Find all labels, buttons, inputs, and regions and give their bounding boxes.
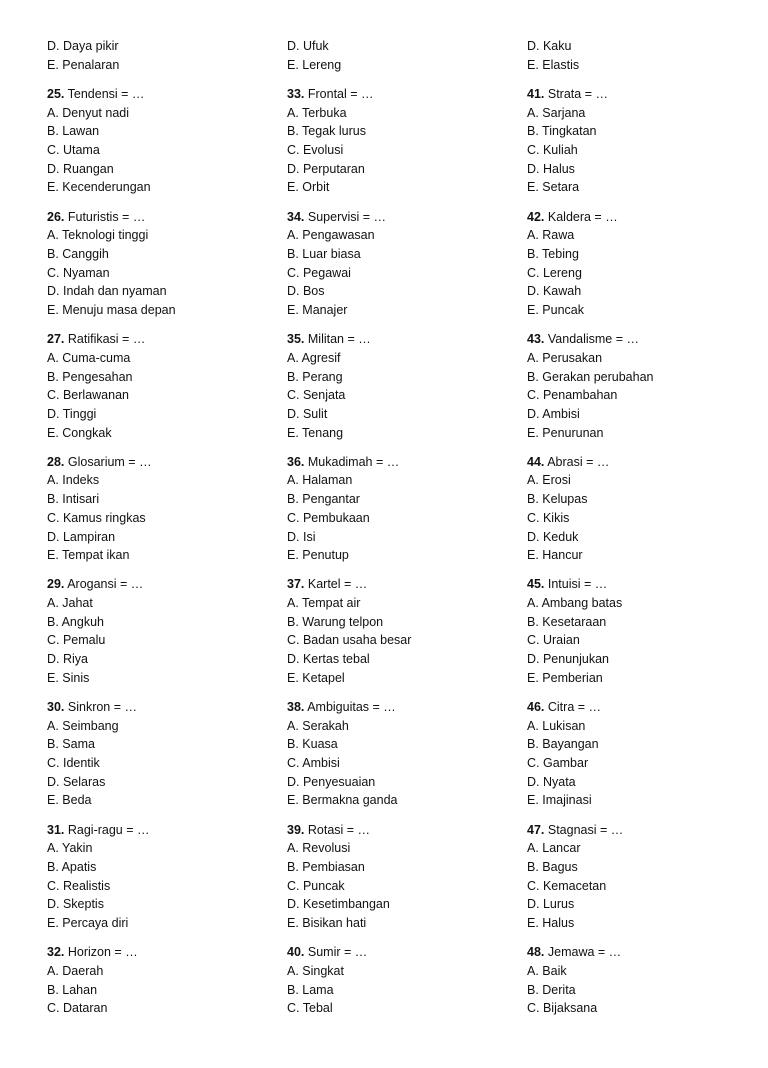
- answer-option: E. Sinis: [47, 670, 90, 685]
- answer-option: E. Lereng: [287, 57, 342, 72]
- answer-option: B. Tebing: [527, 246, 579, 261]
- continued-options-block: [527, 37, 757, 74]
- question-line: [47, 943, 277, 962]
- question-block: [47, 208, 277, 320]
- question-text: Mukadimah = …: [307, 454, 400, 469]
- answer-option: E. Congkak: [47, 425, 112, 440]
- answer-option: E. Penalaran: [47, 57, 120, 72]
- answer-option: D. Ruangan: [47, 161, 114, 176]
- question-number: 39.: [287, 822, 305, 837]
- answer-option: D. Selaras: [47, 774, 106, 789]
- answer-option: A. Baik: [527, 963, 567, 978]
- question-line: [287, 575, 517, 594]
- answer-option: C. Uraian: [527, 633, 580, 648]
- answer-option: B. Kuasa: [287, 737, 338, 752]
- question-number: 33.: [287, 86, 305, 101]
- answer-option: C. Pemalu: [47, 633, 106, 648]
- answer-option: C. Realistis: [47, 878, 111, 893]
- question-block: [47, 821, 277, 933]
- answer-option: E. Ketapel: [287, 670, 345, 685]
- question-text: Horizon = …: [67, 945, 138, 960]
- answer-option: E. Imajinasi: [527, 793, 592, 808]
- question-number: 36.: [287, 454, 305, 469]
- question-number: 27.: [47, 332, 65, 347]
- question-block: [527, 698, 757, 810]
- question-number: 45.: [527, 577, 545, 592]
- question-block: [47, 330, 277, 442]
- answer-option: A. Pengawasan: [287, 228, 375, 243]
- answer-option: C. Penambahan: [527, 388, 618, 403]
- answer-option: E. Halus: [527, 916, 575, 931]
- answer-option: D. Tinggi: [47, 406, 97, 421]
- question-number: 28.: [47, 454, 65, 469]
- answer-option: D. Penunjukan: [527, 652, 610, 667]
- answer-option: D. Lampiran: [47, 529, 116, 544]
- answer-option: C. Kikis: [527, 510, 570, 525]
- answer-option: E. Penutup: [287, 548, 349, 563]
- question-line: [527, 698, 757, 717]
- answer-option: E. Menuju masa depan: [47, 302, 176, 317]
- question-block: [47, 453, 277, 565]
- question-line: [287, 698, 517, 717]
- question-line: [287, 330, 517, 349]
- question-text: Sinkron = …: [67, 700, 138, 714]
- answer-option: A. Seimbang: [47, 718, 119, 733]
- question-line: [47, 575, 277, 594]
- answer-option: C. Identik: [47, 756, 100, 771]
- question-block: [287, 575, 517, 687]
- answer-option: A. Yakin: [47, 841, 93, 856]
- column-3: [527, 37, 757, 1029]
- answer-option: E. Kecenderungan: [47, 180, 151, 195]
- answer-option: B. Apatis: [47, 860, 97, 874]
- answer-option: C. Pembukaan: [287, 510, 370, 525]
- question-line: [527, 453, 757, 472]
- answer-option: D. Riya: [47, 652, 88, 667]
- question-line: [287, 943, 517, 962]
- answer-option: D. Bos: [287, 284, 325, 299]
- answer-option: A. Sarjana: [527, 105, 586, 120]
- answer-option: B. Gerakan perubahan: [527, 369, 654, 384]
- answer-option: A. Ambang batas: [527, 596, 623, 611]
- question-number: 26.: [47, 209, 65, 224]
- question-number: 37.: [287, 577, 305, 592]
- question-number: 41.: [527, 86, 545, 101]
- answer-option: A. Denyut nadi: [47, 105, 129, 120]
- question-text: Intuisi = …: [547, 577, 608, 592]
- question-block: [47, 575, 277, 687]
- question-text: Supervisi = …: [307, 209, 387, 224]
- question-block: [527, 821, 757, 933]
- answer-option: A. Halaman: [287, 473, 353, 488]
- question-block: [527, 330, 757, 442]
- question-block: [287, 943, 517, 1018]
- question-text: Frontal = …: [307, 86, 374, 101]
- answer-option: D. Penyesuaian: [287, 774, 376, 789]
- answer-option: C. Evolusi: [287, 142, 344, 157]
- question-line: [527, 575, 757, 594]
- answer-option: A. Cuma-cuma: [47, 350, 131, 365]
- answer-option: C. Gambar: [527, 756, 589, 771]
- answer-option: C. Badan usaha besar: [287, 633, 412, 648]
- question-number: 47.: [527, 822, 545, 837]
- answer-option: B. Bayangan: [527, 737, 599, 752]
- question-number: 29.: [47, 577, 65, 592]
- question-block: [527, 575, 757, 687]
- answer-option: C. Bijaksana: [527, 1001, 598, 1016]
- question-line: [527, 85, 757, 104]
- question-number: 34.: [287, 209, 305, 224]
- answer-option: B. Pengantar: [287, 492, 360, 507]
- answer-option: B. Lahan: [47, 982, 98, 997]
- answer-option: C. Ambisi: [287, 756, 340, 771]
- question-number: 44.: [527, 454, 545, 469]
- answer-option: C. Pegawai: [287, 265, 351, 280]
- answer-option: E. Tempat ikan: [47, 548, 130, 563]
- answer-option: D. Halus: [527, 161, 575, 176]
- answer-option: E. Bermakna ganda: [287, 793, 398, 808]
- question-number: 46.: [527, 700, 545, 714]
- question-line: [527, 821, 757, 840]
- answer-option: C. Lereng: [527, 265, 582, 280]
- question-block: [287, 208, 517, 320]
- answer-option: E. Puncak: [527, 302, 584, 317]
- question-text: Futuristis = …: [67, 209, 146, 224]
- question-number: 42.: [527, 209, 545, 224]
- question-block: [287, 453, 517, 565]
- question-text: Stagnasi = …: [547, 822, 624, 837]
- question-text: Abrasi = …: [547, 454, 610, 469]
- question-line: [287, 208, 517, 227]
- question-text: Tendensi = …: [67, 86, 145, 101]
- column-2: [287, 37, 517, 1029]
- question-block: [287, 698, 517, 810]
- answer-option: B. Lama: [287, 982, 334, 997]
- answer-option: D. Ambisi: [527, 406, 580, 421]
- question-line: [47, 698, 277, 717]
- question-number: 43.: [527, 332, 545, 347]
- answer-option: D. Lurus: [527, 897, 575, 912]
- answer-option: D. Nyata: [527, 774, 576, 789]
- question-line: [47, 208, 277, 227]
- answer-option: A. Lancar: [527, 841, 581, 856]
- answer-option: A. Perusakan: [527, 350, 603, 365]
- answer-option: C. Tebal: [287, 1001, 333, 1016]
- answer-option: D. Kaku: [527, 39, 572, 53]
- question-number: 32.: [47, 945, 65, 960]
- answer-option: E. Percaya diri: [47, 916, 129, 931]
- answer-option: D. Kesetimbangan: [287, 897, 390, 912]
- answer-option: E. Hancur: [527, 548, 583, 563]
- answer-option: A. Erosi: [527, 473, 571, 488]
- answer-option: A. Lukisan: [527, 718, 586, 733]
- answer-option: E. Tenang: [287, 425, 344, 440]
- question-block: [47, 943, 277, 1018]
- question-text: Vandalisme = …: [547, 332, 640, 347]
- question-line: [527, 943, 757, 962]
- answer-option: B. Sama: [47, 737, 95, 752]
- question-text: Arogansi = …: [67, 577, 144, 592]
- question-block: [287, 821, 517, 933]
- answer-option: B. Intisari: [47, 492, 100, 507]
- question-text: Ratifikasi = …: [67, 332, 146, 347]
- question-block: [527, 208, 757, 320]
- answer-option: A. Jahat: [47, 596, 93, 611]
- answer-option: C. Utama: [47, 142, 100, 157]
- answer-option: A. Indeks: [47, 473, 100, 488]
- answer-option: E. Beda: [47, 793, 92, 808]
- answer-option: D. Ufuk: [287, 39, 329, 53]
- answer-option: E. Elastis: [527, 57, 580, 72]
- answer-option: B. Tingkatan: [527, 124, 597, 139]
- question-text: Ambiguitas = …: [307, 700, 396, 714]
- continued-options-block: [287, 37, 517, 74]
- answer-option: B. Perang: [287, 369, 343, 384]
- question-text: Militan = …: [307, 332, 371, 347]
- answer-option: B. Bagus: [527, 860, 578, 874]
- answer-option: D. Sulit: [287, 406, 328, 421]
- answer-option: B. Pembiasan: [287, 860, 365, 874]
- answer-option: A. Tempat air: [287, 596, 361, 611]
- answer-option: B. Angkuh: [47, 614, 104, 629]
- question-line: [47, 453, 277, 472]
- question-number: 30.: [47, 700, 65, 714]
- question-block: [527, 943, 757, 1018]
- answer-option: C. Nyaman: [47, 265, 110, 280]
- answer-option: E. Pemberian: [527, 670, 603, 685]
- answer-option: B. Luar biasa: [287, 246, 361, 261]
- question-text: Strata = …: [547, 86, 608, 101]
- answer-option: C. Dataran: [47, 1001, 108, 1016]
- answer-option: B. Kelupas: [527, 492, 588, 507]
- answer-option: E. Penurunan: [527, 425, 604, 440]
- answer-option: B. Pengesahan: [47, 369, 133, 384]
- answer-option: A. Rawa: [527, 228, 575, 243]
- answer-option: A. Revolusi: [287, 841, 351, 856]
- answer-option: C. Senjata: [287, 388, 346, 403]
- answer-option: B. Derita: [527, 982, 576, 997]
- question-text: Sumir = …: [307, 945, 368, 960]
- answer-option: B. Tegak lurus: [287, 124, 366, 139]
- question-line: [287, 453, 517, 472]
- question-number: 35.: [287, 332, 305, 347]
- question-line: [287, 85, 517, 104]
- question-line: [527, 330, 757, 349]
- question-block: [527, 453, 757, 565]
- question-text: Ragi-ragu = …: [67, 822, 150, 837]
- answer-option: A. Teknologi tinggi: [47, 228, 149, 243]
- answer-option: A. Serakah: [287, 718, 349, 733]
- question-number: 40.: [287, 945, 305, 960]
- answer-option: D. Kertas tebal: [287, 652, 370, 667]
- question-line: [47, 330, 277, 349]
- answer-option: C. Berlawanan: [47, 388, 129, 403]
- answer-option: B. Warung telpon: [287, 614, 384, 629]
- answer-option: D. Skeptis: [47, 897, 104, 912]
- column-1: [47, 37, 277, 1029]
- answer-option: A. Terbuka: [287, 105, 347, 120]
- answer-option: D. Isi: [287, 529, 316, 544]
- question-block: [287, 330, 517, 442]
- answer-option: D. Keduk: [527, 529, 579, 544]
- answer-option: A. Singkat: [287, 963, 344, 978]
- question-block: [527, 85, 757, 197]
- question-number: 31.: [47, 822, 65, 837]
- question-text: Glosarium = …: [67, 454, 152, 469]
- answer-option: B. Canggih: [47, 246, 109, 261]
- question-block: [47, 85, 277, 197]
- question-text: Kaldera = …: [547, 209, 618, 224]
- answer-option: C. Kuliah: [527, 142, 578, 157]
- answer-option: E. Manajer: [287, 302, 348, 317]
- answer-option: C. Puncak: [287, 878, 345, 893]
- question-block: [287, 85, 517, 197]
- answer-option: D. Daya pikir: [47, 39, 119, 53]
- answer-option: E. Orbit: [287, 180, 330, 195]
- answer-option: D. Perputaran: [287, 161, 365, 176]
- question-line: [287, 821, 517, 840]
- answer-option: B. Kesetaraan: [527, 614, 607, 629]
- answer-option: D. Kawah: [527, 284, 582, 299]
- answer-option: E. Setara: [527, 180, 580, 195]
- answer-option: C. Kemacetan: [527, 878, 607, 893]
- question-line: [47, 85, 277, 104]
- question-line: [47, 821, 277, 840]
- question-number: 48.: [527, 945, 545, 960]
- question-text: Rotasi = …: [307, 822, 371, 837]
- answer-option: D. Indah dan nyaman: [47, 284, 167, 299]
- question-text: Citra = …: [547, 700, 602, 714]
- question-number: 38.: [287, 700, 305, 714]
- question-number: 25.: [47, 86, 65, 101]
- question-block: [47, 698, 277, 810]
- question-text: Kartel = …: [307, 577, 368, 592]
- continued-options-block: [47, 37, 277, 74]
- answer-option: B. Lawan: [47, 124, 100, 139]
- answer-option: A. Daerah: [47, 963, 104, 978]
- answer-option: C. Kamus ringkas: [47, 510, 146, 525]
- answer-option: E. Bisikan hati: [287, 916, 367, 931]
- answer-option: A. Agresif: [287, 350, 341, 365]
- question-text: Jemawa = …: [547, 945, 622, 960]
- question-line: [527, 208, 757, 227]
